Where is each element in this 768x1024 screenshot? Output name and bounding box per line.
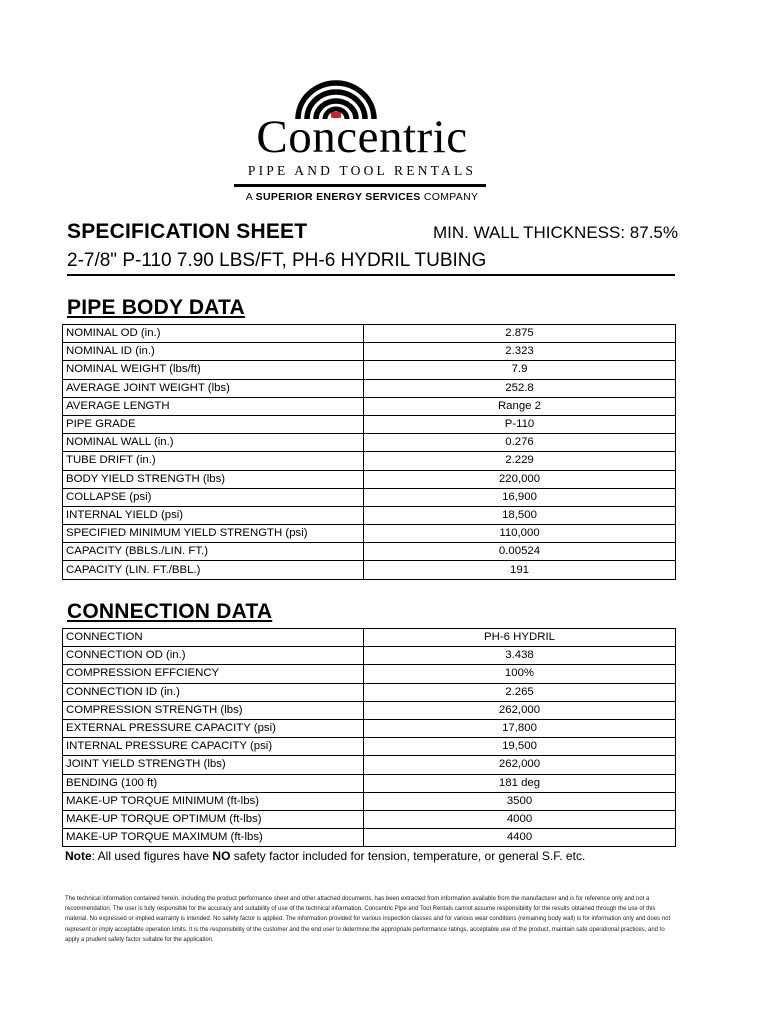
row-value: 100% [364,665,676,683]
row-value: Range 2 [364,397,676,415]
row-label: CAPACITY (BBLS./LIN. FT.) [63,543,364,561]
row-label: CAPACITY (LIN. FT./BBL.) [63,561,364,579]
row-value: 4000 [364,810,676,828]
row-value: 17,800 [364,719,676,737]
row-value: P-110 [364,415,676,433]
row-label: NOMINAL WEIGHT (lbs/ft) [63,361,364,379]
table-row [63,361,676,379]
row-label: AVERAGE LENGTH [63,397,364,415]
company-logo [232,80,492,210]
row-value: 220,000 [364,470,676,488]
row-label: AVERAGE JOINT WEIGHT (lbs) [63,379,364,397]
row-value: 3500 [364,792,676,810]
pipe-body-heading: PIPE BODY DATA [67,296,245,319]
row-value: 3.438 [364,647,676,665]
table-row [63,829,676,847]
table-row [63,415,676,433]
row-value: 0.276 [364,434,676,452]
row-value: 19,500 [364,738,676,756]
connection-heading: CONNECTION DATA [67,600,273,623]
table-row [63,452,676,470]
table-row [63,810,676,828]
row-label: TUBE DRIFT (in.) [63,452,364,470]
table-row [63,792,676,810]
table-row [63,665,676,683]
table-row [63,506,676,524]
table-row [63,647,676,665]
table-row [63,488,676,506]
row-value: 2.229 [364,452,676,470]
note-emphasis: NO [212,849,231,863]
row-label: MAKE-UP TORQUE MINIMUM (ft-lbs) [63,792,364,810]
company-prefix: A [245,191,253,203]
table-row [63,756,676,774]
pipe-body-table [62,324,676,580]
row-value: 262,000 [364,756,676,774]
table-row [63,701,676,719]
table-row [63,719,676,737]
row-value: 252.8 [364,379,676,397]
disclaimer-text: The technical information contained herein, including the product performance sheet and other attached documents, has been extracted from information available from the manufacturer and is for reference only and not a recommendation. The user is fully responsible for the accuracy and suitability of use of the technical information. Concentric Pipe and Tool Rentals cannot assume responsibility for the results obtained through the use of this material. No expressed or implied warranty is intended. No safety factor is applied. The information provided for various inspection classes and for various wear conditions (remaining body wall) is for information only and does not represent or imply acceptable operation limits. It is the responsibility of the customer and the end user to determine the appropriate performance ratings, acceptable use of the product, maintain safe operational practices, and to apply a prudent safety factor suitable for the application. [65,896,671,943]
row-label: INTERNAL YIELD (psi) [63,506,364,524]
table-row [63,543,676,561]
row-label: COLLAPSE (psi) [63,488,364,506]
row-label: CONNECTION OD (in.) [63,647,364,665]
row-label: EXTERNAL PRESSURE CAPACITY (psi) [63,719,364,737]
connection-table [62,628,676,847]
row-value: 7.9 [364,361,676,379]
row-label: JOINT YIELD STRENGTH (lbs) [63,756,364,774]
row-label: COMPRESSION EFFCIENCY [63,665,364,683]
company-name: SUPERIOR ENERGY SERVICES [255,191,421,203]
table-row [63,738,676,756]
table-row [63,325,676,343]
min-wall-thickness: MIN. WALL THICKNESS: 87.5% [433,223,678,242]
row-label: INTERNAL PRESSURE CAPACITY (psi) [63,738,364,756]
header-divider [67,274,675,276]
row-value: 110,000 [364,525,676,543]
row-value: 262,000 [364,701,676,719]
table-row [63,561,676,579]
brand-tagline: PIPE AND TOOL RENTALS [247,163,477,178]
row-label: BENDING (100 ft) [63,774,364,792]
row-label: NOMINAL ID (in.) [63,343,364,361]
table-row [63,683,676,701]
note-label: Note [65,849,92,863]
safety-note [65,849,585,863]
row-value: PH-6 HYDRIL [364,629,676,647]
note-text-before: : All used figures have [91,849,213,863]
row-value: 181 deg [364,774,676,792]
table-row [63,525,676,543]
table-row [63,629,676,647]
table-row [63,774,676,792]
row-label: CONNECTION [63,629,364,647]
row-label: SPECIFIED MINIMUM YIELD STRENGTH (psi) [63,525,364,543]
page-title: SPECIFICATION SHEET [67,220,308,243]
note-text-after: safety factor included for tension, temperature, or general S.F. etc. [230,849,586,863]
row-value: 2.875 [364,325,676,343]
row-value: 2.323 [364,343,676,361]
row-label: MAKE-UP TORQUE OPTIMUM (ft-lbs) [63,810,364,828]
row-value: 0.00524 [364,543,676,561]
table-row [63,434,676,452]
table-row [63,470,676,488]
table-row [63,397,676,415]
row-value: 191 [364,561,676,579]
row-label: MAKE-UP TORQUE MAXIMUM (ft-lbs) [63,829,364,847]
row-label: NOMINAL WALL (in.) [63,434,364,452]
row-label: PIPE GRADE [63,415,364,433]
company-suffix: COMPANY [423,191,479,203]
row-label: CONNECTION ID (in.) [63,683,364,701]
product-description: 2-7/8" P-110 7.90 LBS/FT, PH-6 HYDRIL TUBING [67,250,487,271]
logo-divider [234,184,486,187]
row-value: 18,500 [364,506,676,524]
row-label: COMPRESSION STRENGTH (lbs) [63,701,364,719]
row-value: 16,900 [364,488,676,506]
table-row [63,343,676,361]
row-value: 2.265 [364,683,676,701]
table-row [63,379,676,397]
row-value: 4400 [364,829,676,847]
row-label: BODY YIELD STRENGTH (lbs) [63,470,364,488]
row-label: NOMINAL OD (in.) [63,325,364,343]
parent-company [232,191,492,203]
brand-name: Concentric [256,111,468,163]
